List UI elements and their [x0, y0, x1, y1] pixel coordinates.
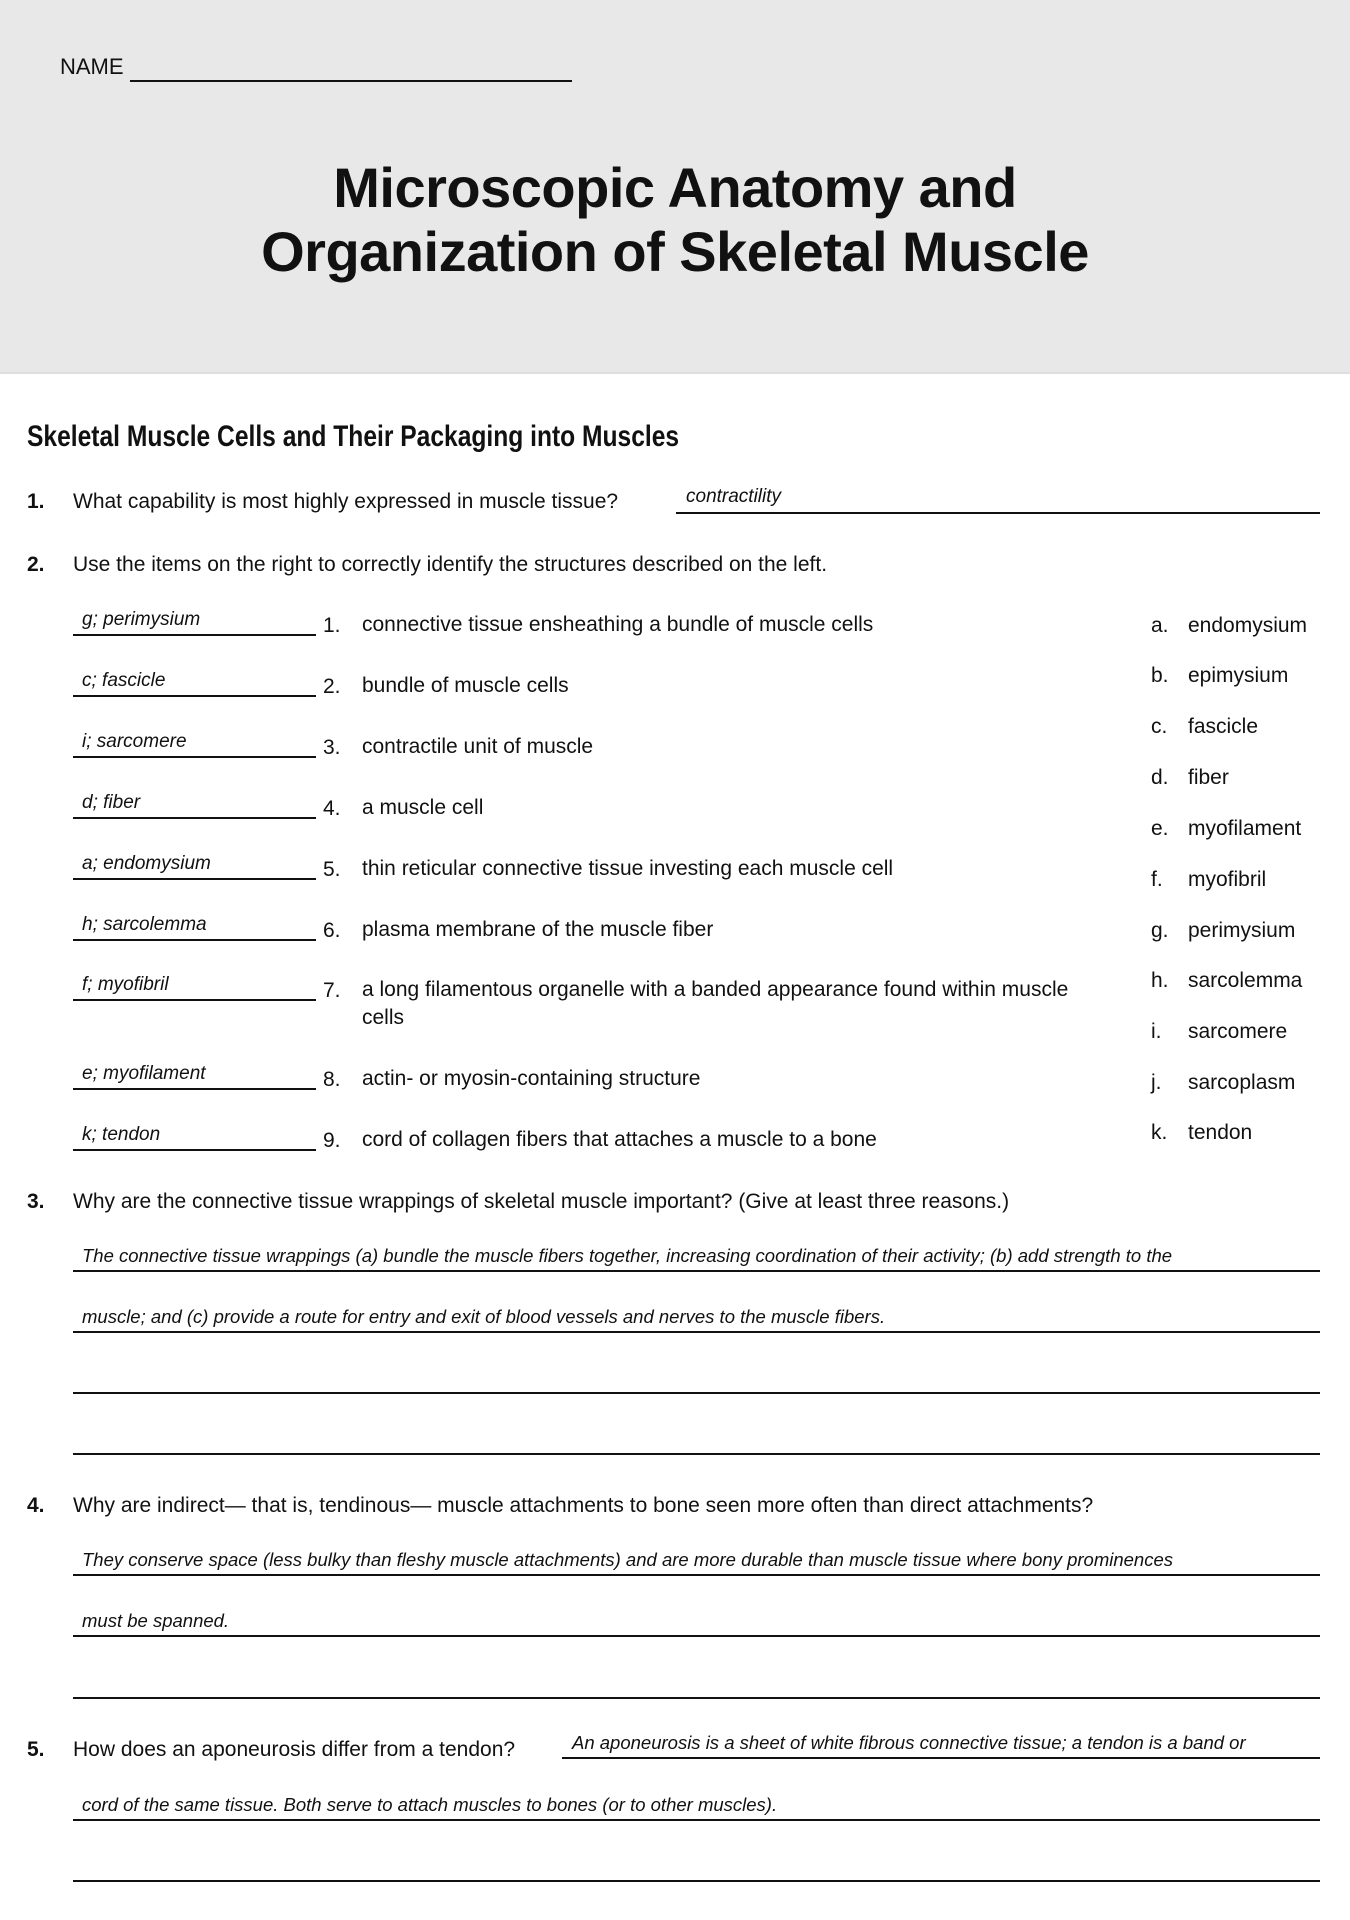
page-title-line-1: Microscopic Anatomy and: [333, 156, 1017, 219]
row-number: 2.: [323, 675, 341, 698]
q3-line-2[interactable]: [73, 1331, 1320, 1333]
row-number: 6.: [323, 919, 341, 942]
term-letter: g.: [1151, 919, 1169, 942]
q4-text: Why are indirect— that is, tendinous— muscle attachments to bone seen more often than direct attachments?: [73, 1494, 1094, 1517]
row-answer[interactable]: e; myofilament: [82, 1063, 206, 1084]
section-heading: Skeletal Muscle Cells and Their Packaging into Muscles: [27, 420, 680, 453]
term-letter: i.: [1151, 1020, 1162, 1043]
term-letter: a.: [1151, 614, 1169, 637]
term-letter: e.: [1151, 817, 1169, 840]
term-name: fiber: [1188, 766, 1229, 789]
name-label: NAME: [60, 54, 124, 79]
q3-line-3[interactable]: [73, 1392, 1320, 1394]
term-letter: h.: [1151, 969, 1169, 992]
row-description: bundle of muscle cells: [362, 674, 569, 697]
row-answer-line[interactable]: [73, 634, 316, 636]
q3-answer-line-1[interactable]: The connective tissue wrappings (a) bundle the muscle fibers together, increasing coordination of their activity; (b) add strength to the: [82, 1245, 1173, 1266]
q3-number: 3.: [27, 1190, 45, 1213]
term-letter: f.: [1151, 868, 1163, 891]
row-answer[interactable]: g; perimysium: [82, 609, 201, 630]
term-letter: b.: [1151, 664, 1169, 687]
q1-number: 1.: [27, 490, 45, 513]
q4-line-2[interactable]: [73, 1635, 1320, 1637]
row-description: connective tissue ensheathing a bundle of muscle cells: [362, 613, 874, 636]
q5-text: How does an aponeurosis differ from a tendon?: [73, 1738, 516, 1761]
row-number: 3.: [323, 736, 341, 759]
row-number: 5.: [323, 858, 341, 881]
term-name: fascicle: [1188, 715, 1259, 738]
row-answer-line[interactable]: [73, 1088, 316, 1090]
q5-line-2[interactable]: [73, 1819, 1320, 1821]
row-answer[interactable]: k; tendon: [82, 1124, 161, 1145]
q4-answer-line-2[interactable]: must be spanned.: [82, 1610, 230, 1631]
row-answer[interactable]: i; sarcomere: [82, 731, 187, 752]
row-answer[interactable]: h; sarcolemma: [82, 914, 207, 935]
q4-answer-line-1[interactable]: They conserve space (less bulky than fleshy muscle attachments) and are more durable than muscle tissue where bony prominences: [82, 1549, 1174, 1570]
row-description: contractile unit of muscle: [362, 735, 594, 758]
row-description: actin- or myosin-containing structure: [362, 1067, 701, 1090]
term-name: myofibril: [1188, 868, 1267, 891]
q4-number: 4.: [27, 1494, 45, 1517]
q3-line-1[interactable]: [73, 1270, 1320, 1272]
term-letter: d.: [1151, 766, 1169, 789]
q1-answer-line[interactable]: [676, 512, 1320, 514]
page-title-line-2: Organization of Skeletal Muscle: [261, 220, 1089, 283]
row-description: plasma membrane of the muscle fiber: [362, 918, 714, 941]
row-description: thin reticular connective tissue investing each muscle cell: [362, 857, 894, 880]
row-answer[interactable]: f; myofibril: [82, 974, 169, 995]
row-answer[interactable]: c; fascicle: [82, 670, 166, 691]
row-description: a long filamentous organelle with a banded appearance found within muscle cells: [362, 978, 1069, 1029]
q5-number: 5.: [27, 1738, 45, 1761]
q1-answer[interactable]: contractility: [686, 486, 782, 507]
row-answer[interactable]: a; endomysium: [82, 853, 211, 874]
q3-answer-line-2[interactable]: muscle; and (c) provide a route for entry and exit of blood vessels and nerves to the muscle fibers.: [82, 1306, 886, 1327]
q4-line-3[interactable]: [73, 1697, 1320, 1699]
term-name: sarcolemma: [1188, 969, 1303, 992]
q1-text: What capability is most highly expressed in muscle tissue?: [73, 490, 619, 513]
q5-line-3[interactable]: [73, 1880, 1320, 1882]
row-number: 4.: [323, 797, 341, 820]
q3-text: Why are the connective tissue wrappings of skeletal muscle important? (Give at least three reasons.): [73, 1190, 1010, 1213]
term-name: epimysium: [1188, 664, 1289, 687]
q2-number: 2.: [27, 553, 45, 576]
row-answer-line[interactable]: [73, 878, 316, 880]
row-description: a muscle cell: [362, 796, 484, 819]
row-answer-line[interactable]: [73, 1149, 316, 1151]
term-name: perimysium: [1188, 919, 1296, 942]
q5-answer-line-2[interactable]: cord of the same tissue. Both serve to attach muscles to bones (or to other muscles).: [82, 1794, 778, 1815]
row-answer-line[interactable]: [73, 756, 316, 758]
row-answer-line[interactable]: [73, 939, 316, 941]
q5-answer-line-1[interactable]: An aponeurosis is a sheet of white fibrous connective tissue; a tendon is a band or: [572, 1732, 1246, 1753]
term-name: sarcoplasm: [1188, 1071, 1296, 1094]
term-name: endomysium: [1188, 614, 1308, 637]
q3-line-4[interactable]: [73, 1453, 1320, 1455]
row-number: 9.: [323, 1129, 341, 1152]
term-name: sarcomere: [1188, 1020, 1288, 1043]
row-number: 1.: [323, 614, 341, 637]
term-name: tendon: [1188, 1121, 1253, 1144]
row-answer-line[interactable]: [73, 695, 316, 697]
q2-text: Use the items on the right to correctly identify the structures described on the left.: [73, 553, 828, 576]
term-letter: k.: [1151, 1121, 1168, 1144]
row-answer[interactable]: d; fiber: [82, 792, 141, 813]
term-name: myofilament: [1188, 817, 1302, 840]
row-description: cord of collagen fibers that attaches a muscle to a bone: [362, 1128, 877, 1151]
term-letter: j.: [1151, 1071, 1162, 1094]
row-answer-line[interactable]: [73, 999, 316, 1001]
row-answer-line[interactable]: [73, 817, 316, 819]
q4-line-1[interactable]: [73, 1574, 1320, 1576]
row-number: 7.: [323, 979, 341, 1002]
q5-line-1[interactable]: [562, 1757, 1320, 1759]
row-number: 8.: [323, 1068, 341, 1091]
name-input-line[interactable]: [130, 80, 572, 82]
term-letter: c.: [1151, 715, 1168, 738]
